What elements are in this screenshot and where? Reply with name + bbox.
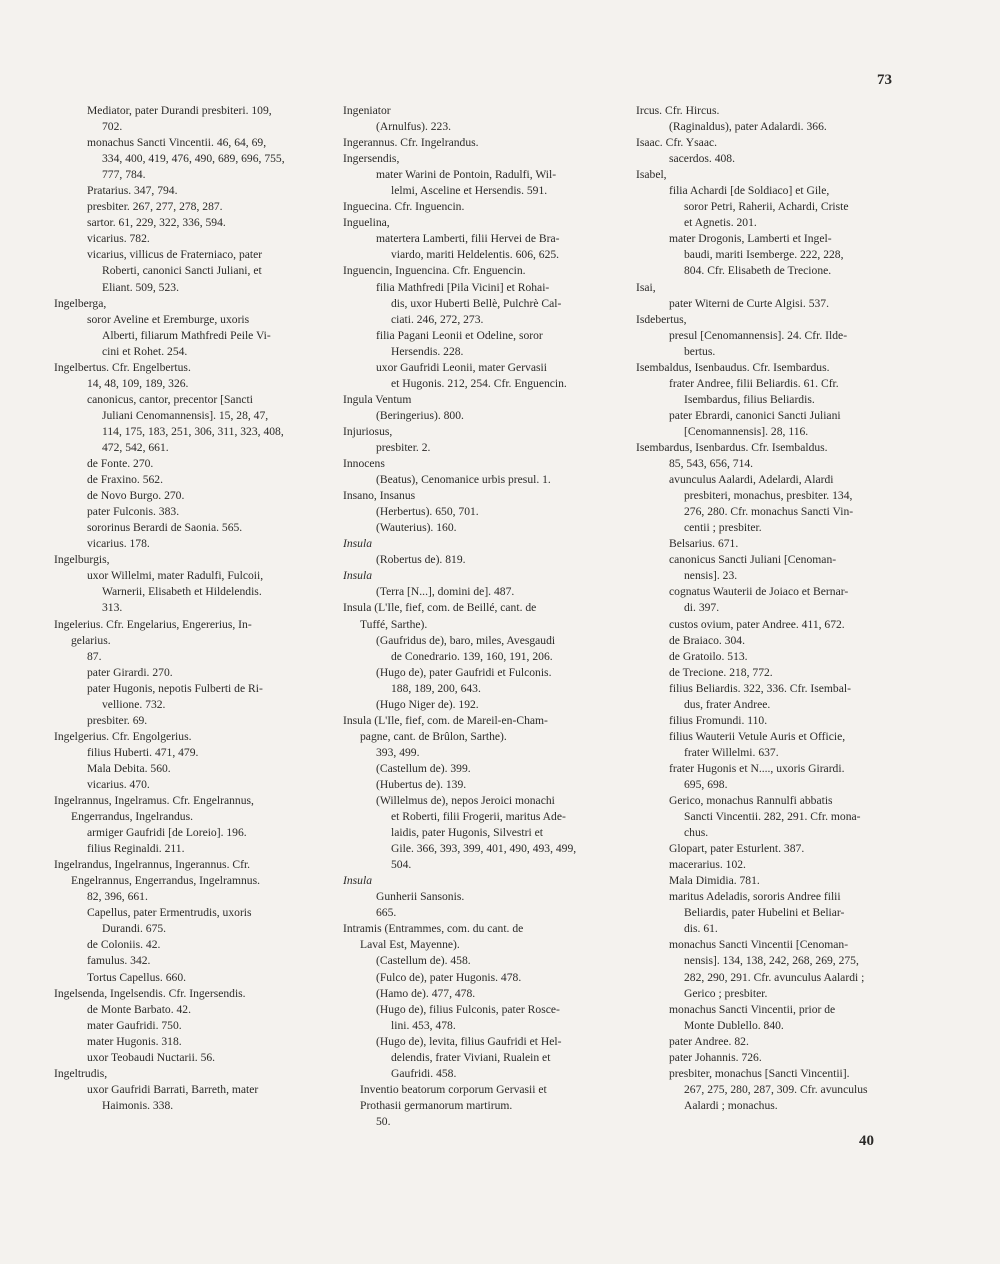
index-entry-line: presbiter. 267, 277, 278, 287. [87, 200, 223, 214]
index-entry-line: mater Drogonis, Lamberti et Ingel- [669, 232, 832, 246]
index-entry-line: ciati. 246, 272, 273. [391, 312, 484, 326]
index-entry-heading: Insula (L'Ile, fief, com. de Mareil-en-Cham- [343, 713, 548, 727]
index-entry-heading: Inguelina, [343, 216, 390, 230]
index-entry-heading: Ingersendis, [343, 152, 400, 166]
index-entry-line: sacerdos. 408. [669, 152, 736, 166]
index-entry-line: (Hugo Niger de). 192. [376, 697, 479, 711]
index-entry-line: Tortus Capellus. 660. [87, 970, 187, 984]
index-entry-line: 702. [102, 120, 123, 134]
index-entry-line: Prothasii germanorum martirum. [360, 1098, 513, 1112]
index-entry-line: frater Hugonis et N...., uxoris Girardi. [669, 761, 845, 775]
index-entry-line: (Robertus de). 819. [376, 553, 466, 567]
index-entry-line: Gerico, monachus Rannulfi abbatis [669, 794, 833, 808]
index-entry-line: (Castellum de). 399. [376, 761, 471, 775]
index-entry-line: Mediator, pater Durandi presbiteri. 109, [87, 104, 272, 117]
index-entry-line: de Braiaco. 304. [669, 633, 745, 647]
index-entry-line: uxor Teobaudi Nuctarii. 56. [87, 1050, 216, 1064]
index-entry-heading: Ingelburgis, [54, 553, 110, 567]
index-entry-line: presbiter. 2. [376, 440, 431, 454]
index-entry-line: filius Beliardis. 322, 336. Cfr. Isembal- [669, 681, 851, 695]
index-entry-line: Monte Dublello. 840. [684, 1018, 784, 1032]
index-entry-line: (Fulco de), pater Hugonis. 478. [376, 970, 522, 984]
index-entry-line: famulus. 342. [87, 954, 151, 968]
index-entry-heading: Inguecina. Cfr. Inguencin. [343, 200, 465, 214]
index-entry-line: (Willelmus de), nepos Jeroici monachi [376, 794, 555, 808]
index-entry-heading: Insula [343, 874, 372, 888]
index-entry-line: uxor Gaufridi Barrati, Barreth, mater [87, 1082, 259, 1096]
index-entry-line: mater Hugonis. 318. [87, 1034, 182, 1048]
index-entry-line: dis. 61. [684, 922, 718, 936]
index-entry-heading: Isdebertus, [636, 312, 687, 326]
index-entry-line: filius Wauterii Vetule Auris et Officie, [669, 729, 846, 743]
index-entry-line: Aalardi ; monachus. [684, 1098, 778, 1112]
index-entry-heading: Isembardus, Isenbardus. Cfr. Isembaldus. [636, 440, 828, 454]
index-entry-line: Roberti, canonici Sancti Juliani, et [102, 264, 262, 278]
index-entry-line: Belsarius. 671. [669, 537, 739, 551]
page-number: 73 [877, 72, 892, 88]
signature-mark: 40 [859, 1133, 874, 1149]
index-entry-line: 665. [376, 906, 397, 920]
index-entry-line: 50. [376, 1114, 391, 1128]
index-entry-line: Engerrandus, Ingelrandus. [71, 810, 194, 824]
index-entry-line: (Terra [N...], domini de]. 487. [376, 585, 515, 599]
index-column-3 [636, 103, 906, 1114]
index-entry-line: pater Ebrardi, canonici Sancti Juliani [669, 408, 841, 422]
index-entry-line: viardo, mariti Heldelentis. 606, 625. [391, 248, 560, 262]
index-entry-heading: Ingelerius. Cfr. Engelarius, Engererius, In- [54, 617, 252, 631]
index-entry-line: pater Johannis. 726. [669, 1050, 762, 1064]
index-entry-line: (Hugo de), levita, filius Gaufridi et Hel- [376, 1034, 562, 1048]
index-entry-line: de Coloniis. 42. [87, 938, 161, 952]
index-entry-line: 334, 400, 419, 476, 490, 689, 696, 755, [102, 152, 285, 166]
index-entry-line: Alberti, filiarum Mathfredi Peile Vi- [102, 328, 271, 342]
index-entry-heading: Ingelrannus, Ingelramus. Cfr. Engelrannus, [54, 794, 254, 808]
index-entry-line: frater Willelmi. 637. [684, 745, 779, 759]
index-entry-line: macerarius. 102. [669, 858, 746, 872]
index-entry-line: (Hamo de). 477, 478. [376, 986, 476, 1000]
index-entry-line: Gerico ; presbiter. [684, 986, 768, 1000]
index-entry-line: avunculus Aalardi, Adelardi, Alardi [669, 473, 834, 487]
index-entry-line: [Cenomannensis]. 28, 116. [684, 424, 809, 438]
index-entry-heading: Isabel, [636, 168, 667, 182]
index-entry-heading: Intramis (Entrammes, com. du cant. de [343, 922, 524, 936]
index-entry-line: (Beringerius). 800. [376, 408, 464, 422]
index-entry-line: bertus. [684, 344, 716, 358]
index-entry-line: 472, 542, 661. [102, 440, 169, 454]
index-entry-line: (Beatus), Cenomanice urbis presul. 1. [376, 473, 551, 487]
index-entry-line: baudi, mariti Isemberge. 222, 228, [684, 248, 844, 262]
index-entry-line: 313. [102, 601, 123, 615]
index-entry-line: soror Petri, Raherii, Achardi, Criste [684, 200, 849, 214]
index-entry-line: uxor Gaufridi Leonii, mater Gervasii [376, 360, 547, 374]
index-entry-line: Eliant. 509, 523. [102, 280, 179, 294]
index-entry-line: 87. [87, 649, 102, 663]
index-entry-line: vicarius. 782. [87, 232, 150, 246]
index-entry-line: (Hugo de), filius Fulconis, pater Rosce- [376, 1002, 560, 1016]
index-entry-line: 504. [391, 858, 412, 872]
index-entry-line: filius Reginaldi. 211. [87, 842, 185, 856]
index-entry-line: (Herbertus). 650, 701. [376, 505, 479, 519]
index-entry-line: de Monte Barbato. 42. [87, 1002, 191, 1016]
index-entry-heading: Ircus. Cfr. Hircus. [636, 104, 720, 117]
index-entry-line: centii ; presbiter. [684, 521, 762, 535]
index-entry-line: filius Huberti. 471, 479. [87, 745, 199, 759]
index-entry-line: cini et Rohet. 254. [102, 344, 188, 358]
index-entry-line: Laval Est, Mayenne). [360, 938, 460, 952]
index-entry-line: 267, 275, 280, 287, 309. Cfr. avunculus [684, 1082, 868, 1096]
index-entry-line: (Wauterius). 160. [376, 521, 457, 535]
index-entry-line: Hersendis. 228. [391, 344, 464, 358]
index-entry-heading: Insula [343, 569, 372, 583]
index-entry-heading: Isai, [636, 280, 656, 294]
index-entry-line: de Fraxino. 562. [87, 473, 163, 487]
index-entry-line: (Raginaldus), pater Adalardi. 366. [669, 120, 827, 134]
index-entry-line: Tuffé, Sarthe). [360, 617, 428, 631]
index-entry-line: pater Girardi. 270. [87, 665, 173, 679]
index-entry-line: vicarius. 470. [87, 777, 150, 791]
index-entry-line: Beliardis, pater Hubelini et Beliar- [684, 906, 845, 920]
index-entry-heading: Isaac. Cfr. Ysaac. [636, 136, 718, 150]
index-entry-heading: Inguencin, Inguencina. Cfr. Enguencin. [343, 264, 526, 278]
index-entry-line: (Castellum de). 458. [376, 954, 471, 968]
index-entry-line: sartor. 61, 229, 322, 336, 594. [87, 216, 226, 230]
index-column-1 [54, 103, 326, 1114]
index-entry-line: lini. 453, 478. [391, 1018, 456, 1032]
index-entry-heading: Ingerannus. Cfr. Ingelrandus. [343, 136, 479, 150]
index-entry-heading: Innocens [343, 457, 385, 471]
index-entry-line: mater Gaufridi. 750. [87, 1018, 182, 1032]
index-entry-line: cognatus Wauterii de Joiaco et Bernar- [669, 585, 849, 599]
index-entry-line: Gunherii Sansonis. [376, 890, 465, 904]
index-entry-line: pagne, cant. de Brûlon, Sarthe). [360, 729, 507, 743]
index-entry-line: pater Hugonis, nepotis Fulberti de Ri- [87, 681, 263, 695]
index-entry-line: Juliani Cenomannensis]. 15, 28, 47, [102, 408, 269, 422]
index-entry-line: canonicus, cantor, precentor [Sancti [87, 392, 253, 406]
index-entry-line: monachus Sancti Vincentii, prior de [669, 1002, 836, 1016]
index-entry-heading: Ingelberga, [54, 296, 107, 310]
index-entry-line: custos ovium, pater Andree. 411, 672. [669, 617, 845, 631]
index-entry-line: 188, 189, 200, 643. [391, 681, 481, 695]
index-entry-line: 114, 175, 183, 251, 306, 311, 323, 408, [102, 424, 284, 438]
index-entry-line: Capellus, pater Ermentrudis, uxoris [87, 906, 252, 920]
index-entry-line: Pratarius. 347, 794. [87, 184, 178, 198]
index-entry-line: dus, frater Andree. [684, 697, 771, 711]
index-entry-line: filia Achardi [de Soldiaco] et Gile, [669, 184, 830, 198]
index-entry-heading: Ingelbertus. Cfr. Engelbertus. [54, 360, 191, 374]
index-entry-line: presbiter. 69. [87, 713, 148, 727]
index-entry-heading: Ingelsenda, Ingelsendis. Cfr. Ingersendis. [54, 986, 246, 1000]
index-entry-line: Glopart, pater Esturlent. 387. [669, 842, 805, 856]
index-entry-line: et Agnetis. 201. [684, 216, 757, 230]
index-entry-line: 276, 280. Cfr. monachus Sancti Vin- [684, 505, 854, 519]
index-entry-line: 695, 698. [684, 777, 728, 791]
index-entry-heading: Ingelgerius. Cfr. Engolgerius. [54, 729, 192, 743]
index-entry-line: et Hugonis. 212, 254. Cfr. Enguencin. [391, 376, 567, 390]
index-entry-line: 82, 396, 661. [87, 890, 148, 904]
index-entry-line: Isembardus, filius Beliardis. [684, 392, 815, 406]
index-entry-heading: Insano, Insanus [343, 489, 416, 503]
index-entry-line: de Conedrario. 139, 160, 191, 206. [391, 649, 553, 663]
index-entry-line: Warnerii, Elisabeth et Hildelendis. [102, 585, 262, 599]
index-entry-line: presbiter, monachus [Sancti Vincentii]. [669, 1066, 850, 1080]
index-entry-line: laidis, pater Hugonis, Silvestri et [391, 826, 543, 840]
index-entry-line: pater Witerni de Curte Algisi. 537. [669, 296, 829, 310]
index-entry-line: matertera Lamberti, filii Hervei de Bra- [376, 232, 560, 246]
index-entry-line: dis, uxor Huberti Bellè, Pulchrè Cal- [391, 296, 562, 310]
index-entry-line: (Gaufridus de), baro, miles, Avesgaudi [376, 633, 556, 647]
index-entry-heading: Insula (L'Ile, fief, com. de Beillé, cant. de [343, 601, 537, 615]
index-entry-line: et Roberti, filii Frogerii, maritus Ade- [391, 810, 566, 824]
index-entry-heading: Ingelrandus, Ingelrannus, Ingerannus. Cfr. [54, 858, 251, 872]
index-entry-line: soror Aveline et Eremburge, uxoris [87, 312, 250, 326]
index-entry-heading: Insula [343, 537, 372, 551]
index-entry-line: Durandi. 675. [102, 922, 167, 936]
index-entry-heading: Injuriosus, [343, 424, 393, 438]
index-entry-line: de Fonte. 270. [87, 457, 154, 471]
index-entry-line: presbiteri, monachus, presbiter. 134, [684, 489, 853, 503]
index-entry-line: vicarius. 178. [87, 537, 150, 551]
index-entry-heading: Ingeniator [343, 104, 391, 117]
index-entry-heading: Isembaldus, Isenbaudus. Cfr. Isembardus. [636, 360, 830, 374]
index-entry-line: 85, 543, 656, 714. [669, 457, 754, 471]
index-entry-line: Gaufridi. 458. [391, 1066, 457, 1080]
index-entry-line: nensis]. 23. [684, 569, 738, 583]
index-entry-line: delendis, frater Viviani, Rualein et [391, 1050, 551, 1064]
index-entry-line: Inventio beatorum corporum Gervasii et [360, 1082, 547, 1096]
index-entry-line: de Novo Burgo. 270. [87, 489, 185, 503]
index-entry-line: pater Fulconis. 383. [87, 505, 180, 519]
index-entry-line: chus. [684, 826, 709, 840]
index-entry-line: Engelrannus, Engerrandus, Ingelramnus. [71, 874, 260, 888]
index-entry-line: (Arnulfus). 223. [376, 120, 452, 134]
index-entry-line: Sancti Vincentii. 282, 291. Cfr. mona- [684, 810, 861, 824]
index-entry-line: sororinus Berardi de Saonia. 565. [87, 521, 243, 535]
index-entry-line: (Hubertus de). 139. [376, 777, 467, 791]
index-entry-line: Gile. 366, 393, 399, 401, 490, 493, 499, [391, 842, 577, 856]
index-entry-line: canonicus Sancti Juliani [Cenoman- [669, 553, 837, 567]
index-entry-line: Mala Dimidia. 781. [669, 874, 760, 888]
index-entry-line: nensis]. 134, 138, 242, 268, 269, 275, [684, 954, 859, 968]
index-entry-line: filia Pagani Leonii et Odeline, soror [376, 328, 543, 342]
index-entry-line: monachus Sancti Vincentii [Cenoman- [669, 938, 849, 952]
index-entry-line: 282, 290, 291. Cfr. avunculus Aalardi ; [684, 970, 865, 984]
index-entry-line: vicarius, villicus de Fraterniaco, pater [87, 248, 263, 262]
index-entry-line: 804. Cfr. Elisabeth de Trecione. [684, 264, 832, 278]
index-entry-line: monachus Sancti Vincentii. 46, 64, 69, [87, 136, 267, 150]
index-entry-line: gelarius. [71, 633, 111, 647]
index-entry-heading: Ingeltrudis, [54, 1066, 108, 1080]
index-entry-line: 14, 48, 109, 189, 326. [87, 376, 189, 390]
index-entry-line: lelmi, Asceline et Hersendis. 591. [391, 184, 548, 198]
index-entry-line: vellione. 732. [102, 697, 166, 711]
index-entry-line: 393, 499. [376, 745, 420, 759]
index-entry-line: mater Warini de Pontoin, Radulfi, Wil- [376, 168, 557, 182]
index-entry-line: filia Mathfredi [Pila Vicini] et Rohai- [376, 280, 550, 294]
index-column-2 [343, 103, 618, 1130]
index-entry-line: Haimonis. 338. [102, 1098, 174, 1112]
index-entry-line: (Hugo de), pater Gaufridi et Fulconis. [376, 665, 552, 679]
index-entry-line: Mala Debita. 560. [87, 761, 171, 775]
index-entry-line: presul [Cenomannensis]. 24. Cfr. Ilde- [669, 328, 848, 342]
index-entry-line: uxor Willelmi, mater Radulfi, Fulcoii, [87, 569, 264, 583]
index-entry-heading: Ingula Ventum [343, 392, 412, 406]
index-entry-line: armiger Gaufridi [de Loreio]. 196. [87, 826, 247, 840]
index-entry-line: frater Andree, filii Beliardis. 61. Cfr. [669, 376, 839, 390]
index-entry-line: de Gratoilo. 513. [669, 649, 748, 663]
index-entry-line: di. 397. [684, 601, 720, 615]
index-entry-line: 777, 784. [102, 168, 146, 182]
index-entry-line: maritus Adeladis, sororis Andree filii [669, 890, 841, 904]
index-entry-line: filius Fromundi. 110. [669, 713, 768, 727]
index-entry-line: de Trecione. 218, 772. [669, 665, 773, 679]
index-entry-line: pater Andree. 82. [669, 1034, 749, 1048]
